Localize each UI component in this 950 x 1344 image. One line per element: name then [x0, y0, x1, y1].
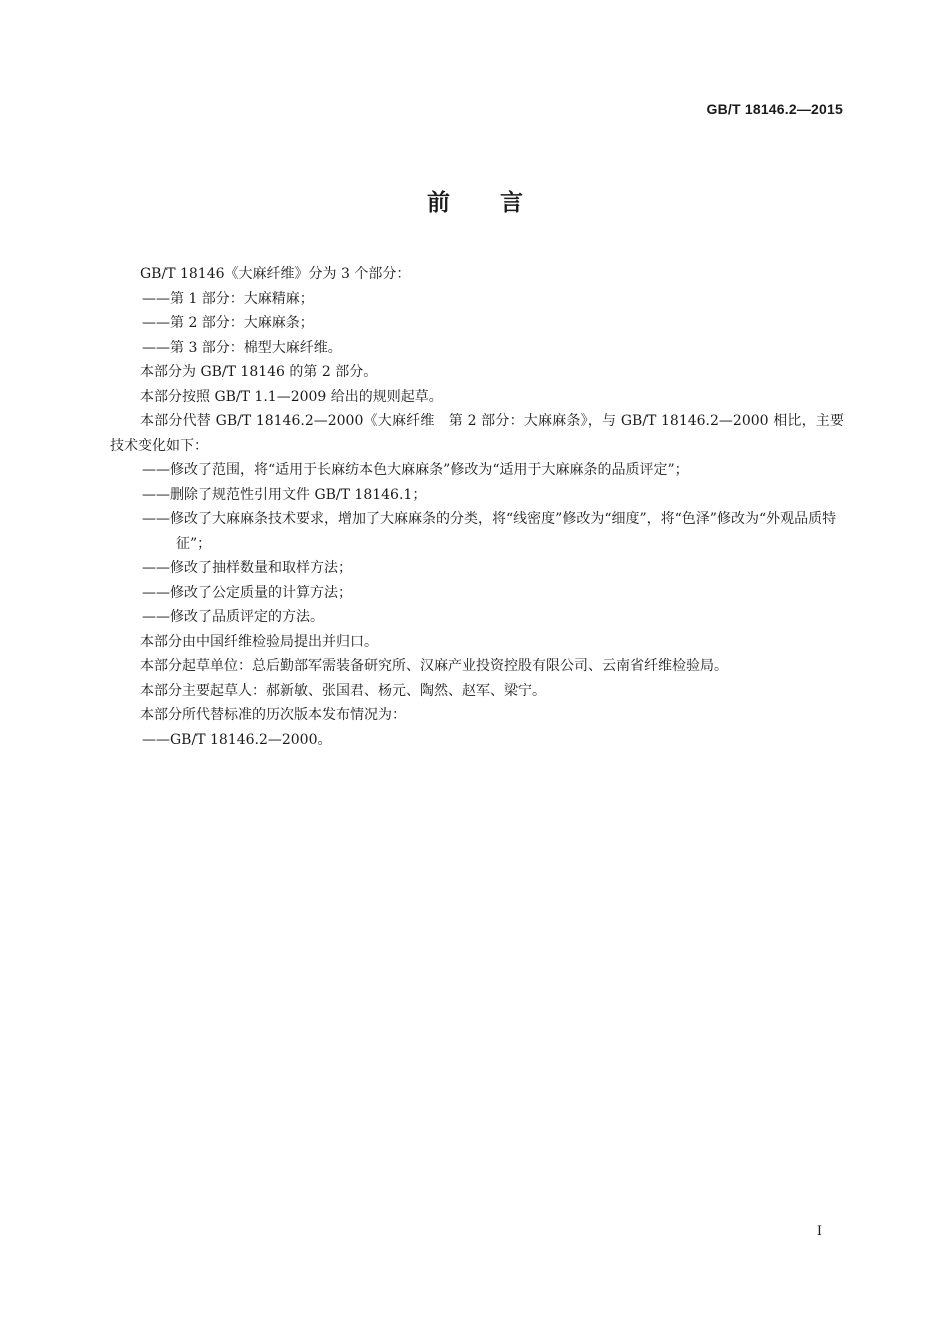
list-item: ——第 2 部分：大麻麻条； — [142, 315, 314, 331]
paragraph: 本部分所代替标准的历次版本发布情况为： — [140, 707, 406, 723]
paragraph: 本部分由中国纤维检验局提出并归口。 — [140, 633, 378, 650]
list-item: ——修改了品质评定的方法。 — [142, 609, 324, 625]
paragraph: GB/T 18146《大麻纤维》分为 3 个部分： — [140, 266, 411, 282]
paragraph: 本部分按照 GB/T 1.1—2009 给出的规则起草。 — [140, 388, 443, 405]
paragraph: 本部分为 GB/T 18146 的第 2 部分。 — [140, 364, 378, 380]
list-item: ——第 3 部分：棉型大麻纤维。 — [142, 339, 342, 356]
list-item: ——GB/T 18146.2—2000。 — [142, 731, 332, 748]
page-number: I — [816, 1224, 822, 1239]
paragraph: 本部分主要起草人：郝新敏、张国君、杨元、陶然、赵军、梁宁。 — [140, 682, 546, 699]
list-item: ——第 1 部分：大麻精麻； — [142, 290, 314, 307]
list-item: ——修改了抽样数量和取样方法； — [142, 560, 352, 576]
standard-number: GB/T 18146.2—2015 — [706, 101, 843, 117]
foreword-body — [110, 262, 844, 752]
paragraph: 本部分起草单位：总后勤部军需装备研究所、汉麻产业投资控股有限公司、云南省纤维检验局。 — [140, 658, 728, 674]
list-item: ——修改了大麻麻条技术要求，增加了大麻麻条的分类，将“线密度”修改为“细度”，将“色泽”修改为“外观品质特征”； — [142, 511, 837, 552]
page-title: 前言 — [427, 190, 573, 216]
list-item: ——修改了范围，将“适用于长麻纺本色大麻麻条”修改为“适用于大麻麻条的品质评定”； — [142, 462, 689, 478]
list-item: ——修改了公定质量的计算方法； — [142, 584, 352, 601]
paragraph: 本部分代替 GB/T 18146.2—2000《大麻纤维 第 2 部分：大麻麻条》，与 GB/T 18146.2—2000 相比，主要技术变化如下： — [110, 413, 844, 454]
list-item: ——删除了规范性引用文件 GB/T 18146.1； — [142, 486, 427, 503]
